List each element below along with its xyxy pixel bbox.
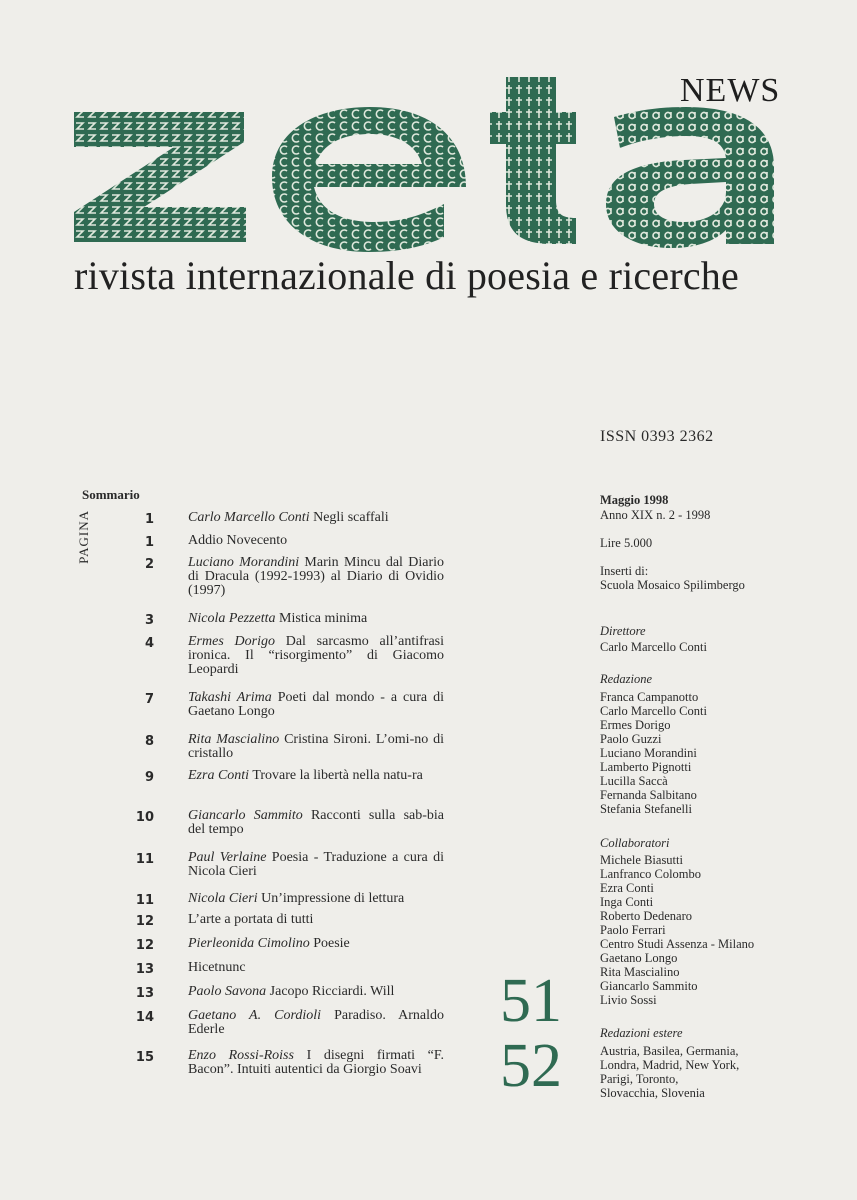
- toc-author: Ezra Conti: [188, 768, 250, 783]
- toc-author: Gaetano A. Cordioli: [188, 1008, 322, 1023]
- toc-author: Carlo Marcello Conti: [188, 510, 310, 525]
- toc-entry: [188, 534, 444, 548]
- toc-title: Addio Novecento: [188, 533, 288, 548]
- toc-entry: [188, 851, 444, 879]
- issn: ISSN 0393 2362: [600, 428, 714, 445]
- toc-page-number: 3: [144, 613, 154, 628]
- toc-page-number: 8: [144, 734, 154, 749]
- news-label: NEWS: [680, 72, 781, 109]
- redazione-estera-item: Austria, Basilea, Germania,: [600, 1044, 739, 1058]
- issue-number-52: 52: [500, 1032, 562, 1100]
- pagina-label-text: PAGINA: [76, 510, 91, 564]
- redazione-estera-item: Slovacchia, Slovenia: [600, 1086, 705, 1100]
- toc-author: Giancarlo Sammito: [188, 808, 303, 823]
- toc-entry: [188, 612, 444, 626]
- toc-entry: [188, 913, 444, 927]
- toc-entry: [188, 556, 444, 598]
- toc-title: Dal sarcasmo all’antifrasi ironica. Il “risorgimento” di Giacomo Leopardi: [188, 634, 444, 677]
- inserti-value: Scuola Mosaico Spilimbergo: [600, 578, 745, 592]
- toc-title: Marin Mincu dal Diario di Dracula (1992-1993) al Diario di Ovidio (1997): [188, 555, 445, 598]
- toc-author: Paolo Savona: [188, 984, 267, 999]
- toc-entry: [188, 769, 444, 783]
- toc-title: Un’impressione di lettura: [257, 891, 405, 906]
- toc-entry: [188, 511, 444, 525]
- redazione-member: Stefania Stefanelli: [600, 802, 692, 816]
- redazione-member: Lucilla Saccà: [600, 774, 668, 788]
- toc-author: Paul Verlaine: [188, 850, 267, 865]
- toc-page-number: 12: [135, 938, 154, 953]
- toc-page-number: 2: [144, 557, 154, 572]
- toc-entry: [188, 937, 444, 951]
- redazione-member: Lamberto Pignotti: [600, 760, 692, 774]
- logo-letter-e: [272, 107, 466, 252]
- toc-title: Trovare la libertà nella natu-ra: [249, 768, 423, 783]
- toc-entry: [188, 691, 444, 719]
- collaboratore-name: Giancarlo Sammito: [600, 979, 698, 993]
- redazione-label: Redazione: [600, 672, 653, 686]
- toc-author: Enzo Rossi-Roiss: [188, 1048, 294, 1063]
- toc-page-number: 11: [135, 893, 154, 908]
- redazioni-estere-list: [600, 1044, 739, 1100]
- logo-letter-a: [606, 107, 774, 248]
- collaboratore-name: Roberto Dedenaro: [600, 909, 692, 923]
- collaboratore-name: Livio Sossi: [600, 993, 657, 1007]
- inserti-label: Inserti di:: [600, 564, 649, 578]
- toc-entry: [188, 809, 444, 837]
- collaboratore-name: Gaetano Longo: [600, 951, 678, 965]
- issue-anno: Anno XIX n. 2 - 1998: [600, 508, 711, 522]
- toc-entry: [188, 961, 444, 975]
- toc-title: Poesie: [309, 936, 350, 951]
- toc-title: Poeti dal mondo - a cura di Gaetano Longo: [188, 690, 444, 719]
- redazione-list: [600, 690, 707, 816]
- collaboratore-name: Rita Mascialino: [600, 965, 680, 979]
- collaboratore-name: Inga Conti: [600, 895, 654, 909]
- toc-entry: [188, 985, 444, 999]
- toc-page-number: 14: [135, 1010, 154, 1025]
- redazione-member: Ermes Dorigo: [600, 718, 671, 732]
- redazioni-estere-label: Redazioni estere: [600, 1026, 683, 1040]
- issue-date: Maggio 1998: [600, 493, 669, 507]
- toc-author: Luciano Morandini: [188, 555, 300, 570]
- direttore-name: Carlo Marcello Conti: [600, 640, 707, 654]
- collaboratori-list: [600, 853, 754, 1007]
- toc-page-number: 12: [135, 914, 154, 929]
- toc-page-number: 15: [135, 1050, 154, 1065]
- toc-title: Mistica minima: [275, 611, 368, 626]
- toc-title: L’arte a portata di tutti: [188, 912, 314, 927]
- toc-page-number: 1: [144, 535, 154, 550]
- toc-author: Pierleonida Cimolino: [188, 936, 310, 951]
- toc-page-number: 4: [144, 636, 154, 651]
- toc-page-number: 11: [135, 852, 154, 867]
- redazione-member: Fernanda Salbitano: [600, 788, 697, 802]
- toc-page-number: 13: [135, 986, 154, 1001]
- toc-title: Racconti sulla sab-bia del tempo: [188, 808, 444, 837]
- toc-title: Jacopo Ricciardi. Will: [266, 984, 395, 999]
- redazione-estera-item: Londra, Madrid, New York,: [600, 1058, 740, 1072]
- redazione-member: Paolo Guzzi: [600, 732, 662, 746]
- toc-title: Paradiso. Arnaldo Ederle: [188, 1008, 444, 1037]
- toc-title: Hicetnunc: [188, 960, 246, 975]
- toc-author: Takashi Arima: [188, 690, 272, 705]
- redazione-member: Carlo Marcello Conti: [600, 704, 707, 718]
- collaboratore-name: Centro Studi Assenza - Milano: [600, 937, 755, 951]
- toc-page-number: 13: [135, 962, 154, 977]
- toc-author: Rita Mascialino: [188, 732, 280, 747]
- toc-entry: [188, 892, 444, 906]
- toc-entry: [188, 635, 444, 677]
- magazine-subtitle: rivista internazionale di poesia e ricerche: [74, 253, 739, 298]
- toc-author: Ermes Dorigo: [188, 634, 275, 649]
- logo-letter-z: [74, 112, 246, 242]
- pagina-label: [76, 510, 96, 580]
- toc-page-number: 1: [144, 512, 154, 527]
- direttore-label: Direttore: [600, 624, 646, 638]
- toc-page-number: 7: [144, 692, 154, 707]
- sommario-heading: Sommario: [82, 487, 140, 502]
- toc-page-number: 9: [144, 770, 154, 785]
- toc-title: I disegni firmati “F. Bacon”. Intuiti autentici da Giorgio Soavi: [188, 1048, 444, 1077]
- redazione-estera-item: Parigi, Toronto,: [600, 1072, 679, 1086]
- collaboratore-name: Ezra Conti: [600, 881, 654, 895]
- issue-number-51: 51: [500, 967, 562, 1035]
- collaboratore-name: Michele Biasutti: [600, 853, 683, 867]
- toc-entry: [188, 1009, 444, 1037]
- redazione-member: Franca Campanotto: [600, 690, 699, 704]
- collaboratore-name: Paolo Ferrari: [600, 923, 666, 937]
- toc-author: Nicola Pezzetta: [188, 611, 276, 626]
- toc-title: Negli scaffali: [309, 510, 389, 525]
- toc-title: Poesia - Traduzione a cura di Nicola Cieri: [188, 850, 444, 879]
- collaboratori-label: Collaboratori: [600, 836, 670, 850]
- toc-author: Nicola Cieri: [188, 891, 258, 906]
- toc-title: Cristina Sironi. L’omi-no di cristallo: [188, 732, 444, 761]
- logo-letter-t: [490, 77, 576, 244]
- redazione-member: Luciano Morandini: [600, 746, 697, 760]
- collaboratore-name: Lanfranco Colombo: [600, 867, 702, 881]
- issue-price: Lire 5.000: [600, 536, 653, 550]
- toc-entry: [188, 733, 444, 761]
- toc-page-number: 10: [135, 810, 154, 825]
- toc-entry: [188, 1049, 444, 1077]
